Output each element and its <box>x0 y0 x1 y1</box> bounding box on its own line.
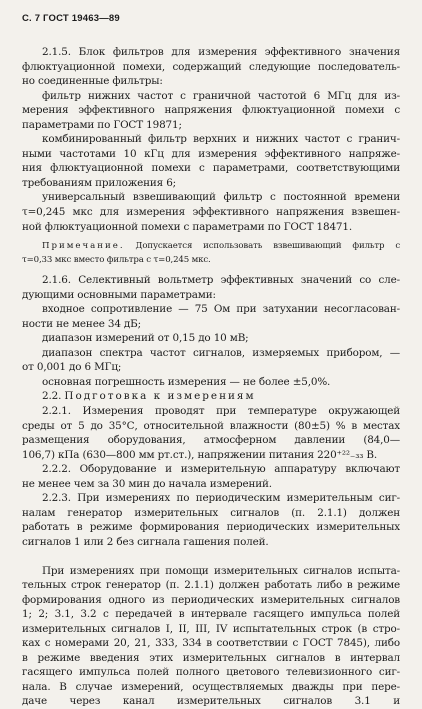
document-body <box>22 45 400 709</box>
text-line: мерения эффективного напряжения флюктуационной помехи с <box>22 104 400 117</box>
text-line: 2.1.6. Селективный вольтметр эффективных значений со сле- <box>42 274 400 287</box>
text-line: даче через канал измерительных сигналов 3.1 и <box>22 695 400 708</box>
text-line: τ=0,245 мкс для измерения эффективного напряжения взвешен- <box>22 206 400 219</box>
text-line: основная погрешность измерения — не более ±5,0%. <box>42 375 331 388</box>
text-line: 2.1.5. Блок фильтров для измерения эффективного значения <box>42 46 400 58</box>
text-line: 2.2.3. При измерениях по периодическим измерительным сиг- <box>42 492 400 505</box>
text-line: комбинированный фильтр верхних и нижних частот с гранич- <box>42 133 400 146</box>
page-header: С. 7 ГОСТ 19463—89 <box>22 13 120 24</box>
text-line: ках с номерами 20, 21, 333, 334 в соответствии с ГОСТ 7845), либо <box>22 637 400 650</box>
text-line: но соединенные фильтры: <box>22 75 163 88</box>
text-line: сигналов 1 или 2 без сигнала гашения полей. <box>22 535 269 548</box>
text-line: 2.2.2. Оборудование и измерительную аппаратуру включают <box>42 463 400 476</box>
text-line: гасящего импульса полей полного цветового телевизионного сиг- <box>22 666 400 679</box>
text-line: Примечание. Допускается использовать взвешивающий фильтр с <box>42 241 400 252</box>
text-line: измерительных сигналов I, II, III, IV испытательных строк (в стро- <box>22 622 400 635</box>
text-line: среды от 5 до 35°С, относительной влажности (80±5) % в местах <box>22 419 400 432</box>
text-line: не менее чем за 30 мин до начала измерений. <box>22 477 272 490</box>
text-line: в режиме введения этих измерительных сигналов в интервал <box>22 651 400 664</box>
text-line: формирования одного из периодических измерительных сигналов <box>22 593 400 606</box>
text-line: ности не менее 34 дБ; <box>22 317 142 330</box>
text-line: параметрами по ГОСТ 19871; <box>22 118 182 131</box>
text-line: 2.2.1. Измерения проводят при температуре окружающей <box>42 405 400 418</box>
text-line: нала. В случае измерений, осуществляемых дважды при пере- <box>22 680 400 693</box>
text-line: от 0,001 до 6 МГц; <box>22 361 122 374</box>
text-line: τ=0,33 мкс вместо фильтра с τ=0,245 мкс. <box>22 254 211 265</box>
text-line: ния флюктуационной помехи с параметрами, соответствующими <box>22 162 400 175</box>
text-line: работать в режиме формирования периодических измерительных <box>22 521 400 534</box>
text-line: диапазон спектра частот сигналов, измеряемых прибором, — <box>42 346 400 359</box>
text-line: требованиям приложения 6; <box>22 176 177 189</box>
text-line: ной флюктуационной помехи с параметрами по ГОСТ 18471. <box>22 220 352 233</box>
text-line: тельных строк генератор (п. 2.1.1) должен работать либо в режиме <box>22 579 400 592</box>
text-line: ными частотами 10 кГц для измерения эффективного напряже- <box>22 147 400 160</box>
text-line: фильтр нижних частот с граничной частотой 6 МГц для из- <box>42 89 400 102</box>
text-line: 1; 2; 3.1, 3.2 с передачей в интервале гасящего импульса полей <box>22 608 400 621</box>
text-line: При измерениях при помощи измерительных сигналов испыта- <box>42 564 400 577</box>
text-line: дующими основными параметрами: <box>22 288 216 301</box>
text-line: налам генератор измерительных сигналов (п. 2.1.1) должен <box>22 506 400 519</box>
text-line: размещения оборудования, атмосферном давлении (84,0— <box>22 434 400 447</box>
text-line: диапазон измерений от 0,15 до 10 мВ; <box>42 332 249 345</box>
text-line: 2.2. Подготовка к измерениям <box>42 390 256 403</box>
text-line: входное сопротивление — 75 Ом при затухании несогласован- <box>42 303 400 316</box>
text-line: универсальный взвешивающий фильтр с постоянной времени <box>42 191 400 204</box>
text-line: 106,7) кПа (630—800 мм рт.ст.), напряжении питания 220⁺²²₋₃₃ В. <box>22 448 378 461</box>
text-line: флюктуационной помехи, содержащий следующие последователь- <box>22 60 400 73</box>
